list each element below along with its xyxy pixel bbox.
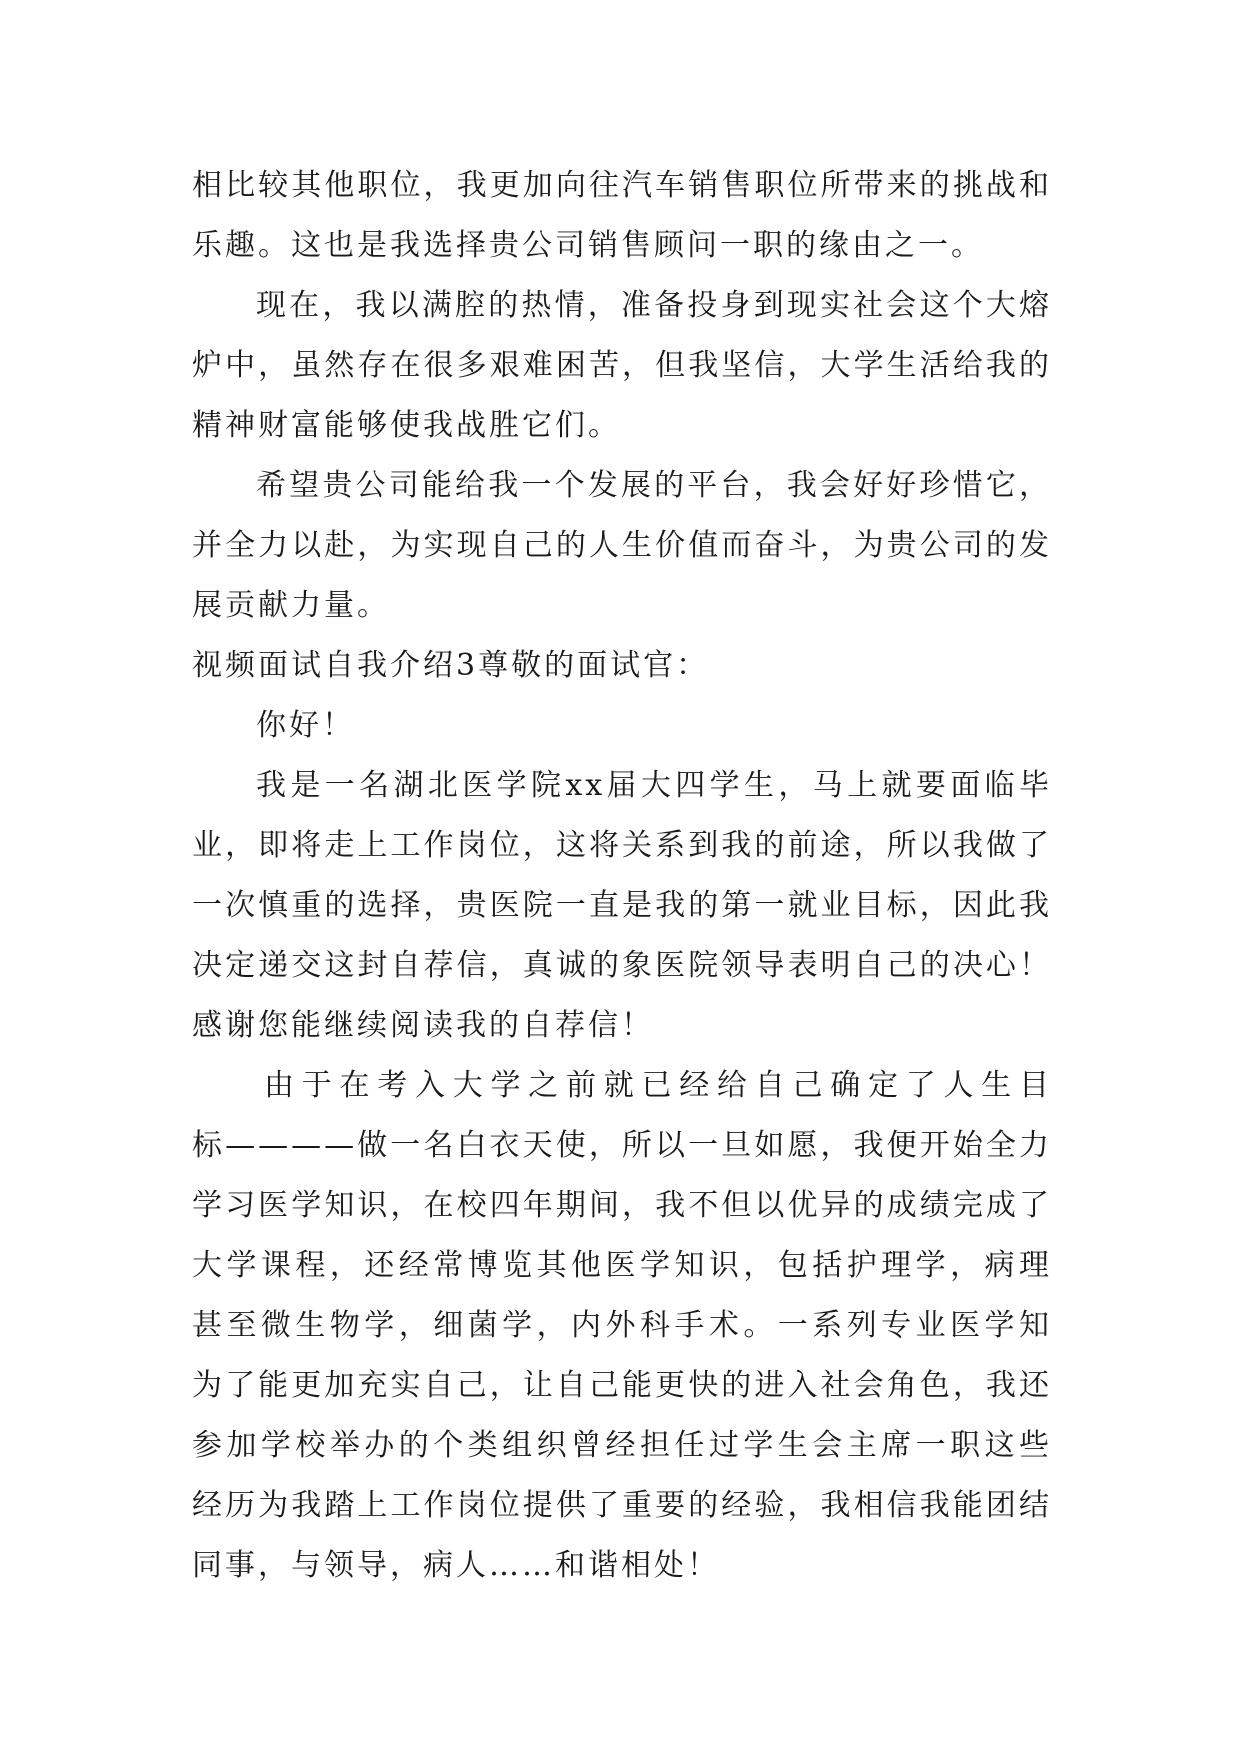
- text-line: 由于在考入大学之前就已经给自己确定了人生目: [264, 1068, 1052, 1103]
- text-line: 展贡献力量。: [192, 588, 390, 623]
- text-line: 现在，我以满腔的热情，准备投身到现实社会这个大熔: [256, 288, 1052, 323]
- text-line: 希望贵公司能给我一个发展的平台，我会好好珍惜它，: [256, 468, 1052, 503]
- text-line: 为了能更加充实自己，让自己能更快的进入社会角色，我还: [192, 1368, 1052, 1403]
- text-line: 标————做一名白衣天使，所以一旦如愿，我便开始全力: [192, 1128, 1052, 1163]
- greeting-line: 你好！: [256, 708, 355, 743]
- text-line: 参加学校举办的个类组织曾经担任过学生会主席一职这些: [192, 1428, 1052, 1463]
- text-line: 感谢您能继续阅读我的自荐信！: [192, 1008, 654, 1043]
- text-line: 炉中，虽然存在很多艰难困苦，但我坚信，大学生活给我的: [192, 348, 1052, 383]
- section-heading: 视频面试自我介绍3尊敬的面试官：: [192, 648, 710, 683]
- text-line: 我是一名湖北医学院xx届大四学生，马上就要面临毕: [256, 768, 1052, 803]
- text-line: 同事，与领导，病人……和谐相处！: [192, 1548, 720, 1583]
- text-line: 业，即将走上工作岗位，这将关系到我的前途，所以我做了: [192, 828, 1052, 863]
- text-line: 并全力以赴，为实现自己的人生价值而奋斗，为贵公司的发: [192, 528, 1052, 563]
- text-line: 精神财富能够使我战胜它们。: [192, 408, 621, 443]
- document-body: [192, 156, 1052, 1596]
- text-line: 大学课程，还经常博览其他医学知识，包括护理学，病理: [192, 1248, 1052, 1283]
- text-line: 学习医学知识，在校四年期间，我不但以优异的成绩完成了: [192, 1188, 1052, 1223]
- text-line: 一次慎重的选择，贵医院一直是我的第一就业目标，因此我: [192, 888, 1052, 923]
- text-line: 经历为我踏上工作岗位提供了重要的经验，我相信我能团结: [192, 1488, 1052, 1523]
- text-line: 决定递交这封自荐信，真诚的象医院领导表明自己的决心！: [192, 948, 1052, 983]
- text-line: 乐趣。这也是我选择贵公司销售顾问一职的缘由之一。: [192, 228, 984, 263]
- text-line: 相比较其他职位，我更加向往汽车销售职位所带来的挑战和: [192, 168, 1052, 203]
- text-line: 甚至微生物学，细菌学，内外科手术。一系列专业医学知: [192, 1308, 1052, 1343]
